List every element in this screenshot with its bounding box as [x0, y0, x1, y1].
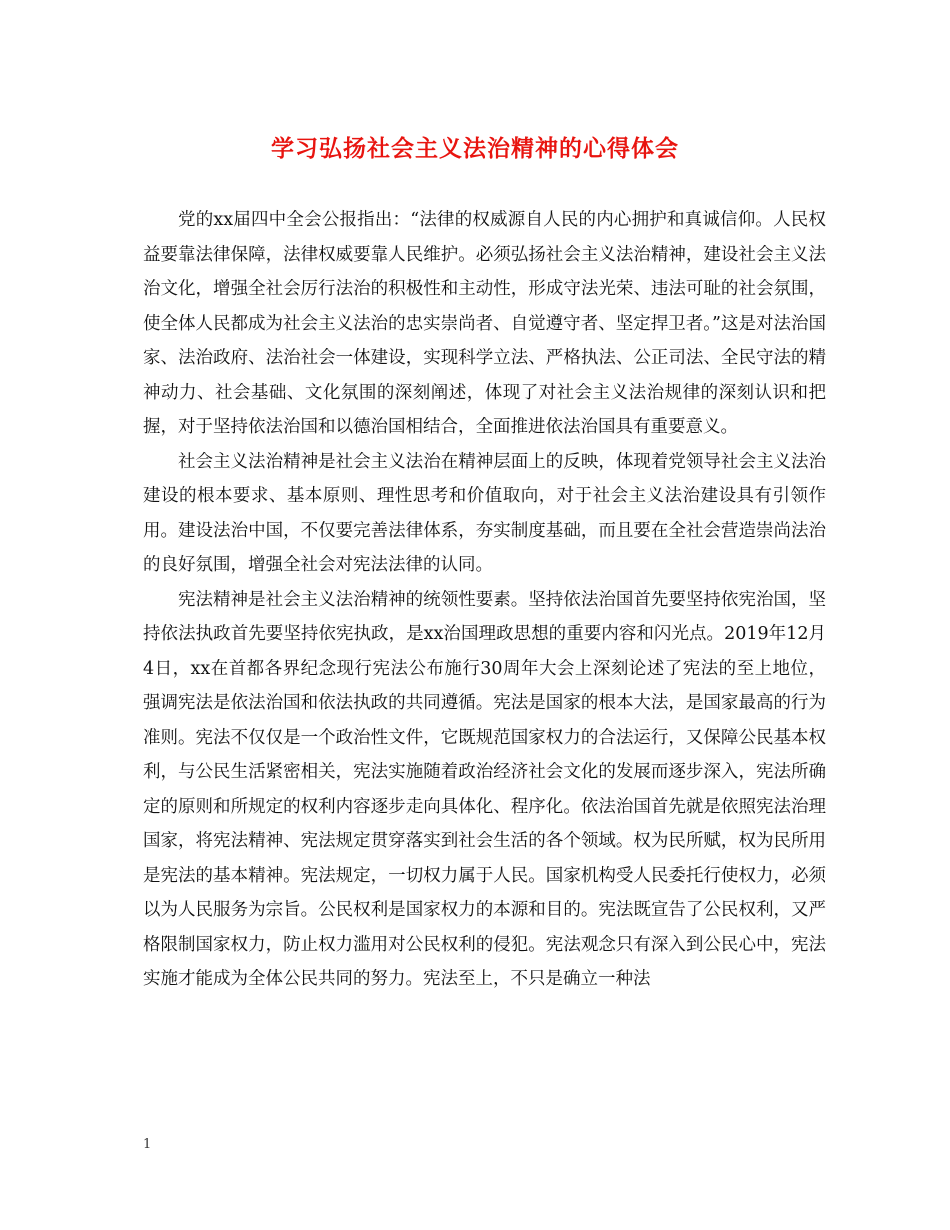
paragraph-2: 社会主义法治精神是社会主义法治在精神层面上的反映，体现着党领导社会主义法治建设的根本要求、基本原则、理性思考和价值取向，对于社会主义法治建设具有引领作用。建设法治中国，不仅要完善法律体系，夯实制度基础，而且要在全社会营造崇尚法治的良好氛围，增强全社会对宪法法律的认同。	[143, 451, 826, 575]
paragraph-1: 党的xx届四中全会公报指出：“法律的权威源自人民的内心拥护和真诚信仰。人民权益要靠法律保障，法律权威要靠人民维护。必须弘扬社会主义法治精神，建设社会主义法治文化，增强全社会厉行法治的积极性和主动性，形成守法光荣、违法可耻的社会氛围，使全体人民都成为社会主义法治的忠实崇尚者、自觉遵守者、坚定捍卫者。”这是对法治国家、法治政府、法治社会一体建设，实现科学立法、严格执法、公正司法、全民守法的精神动力、社会基础、文化氛围的深刻阐述，体现了对社会主义法治规律的深刻认识和把握，对于坚持依法治国和以德治国相结合，全面推进依法治国具有重要意义。	[143, 210, 826, 437]
page-number: 1	[143, 1137, 152, 1152]
document-title: 学习弘扬社会主义法治精神的心得体会	[271, 136, 679, 162]
document-body	[143, 203, 826, 997]
paragraph-3: 宪法精神是社会主义法治精神的统领性要素。坚持依法治国首先要坚持依宪治国，坚持依法执政首先要坚持依宪执政，是xx治国理政思想的重要内容和闪光点。2019年12月4日，xx在首都各界纪念现行宪法公布施行30周年大会上深刻论述了宪法的至上地位，强调宪法是依法治国和依法执政的共同遵循。宪法是国家的根本大法，是国家最高的行为准则。宪法不仅仅是一个政治性文件，它既规范国家权力的合法运行，又保障公民基本权利，与公民生活紧密相关，宪法实施随着政治经济社会文化的发展而逐步深入，宪法所确定的原则和所规定的权利内容逐步走向具体化、程序化。依法治国首先就是依照宪法治理国家，将宪法精神、宪法规定贯穿落实到社会生活的各个领域。权为民所赋，权为民所用是宪法的基本精神。宪法规定，一切权力属于人民。国家机构受人民委托行使权力，必须以为人民服务为宗旨。公民权利是国家权力的本源和目的。宪法既宣告了公民权利，又严格限制国家权力，防止权力滥用对公民权利的侵犯。宪法观念只有深入到公民心中，宪法实施才能成为全体公民共同的努力。宪法至上，不只是确立一种法	[143, 589, 826, 989]
